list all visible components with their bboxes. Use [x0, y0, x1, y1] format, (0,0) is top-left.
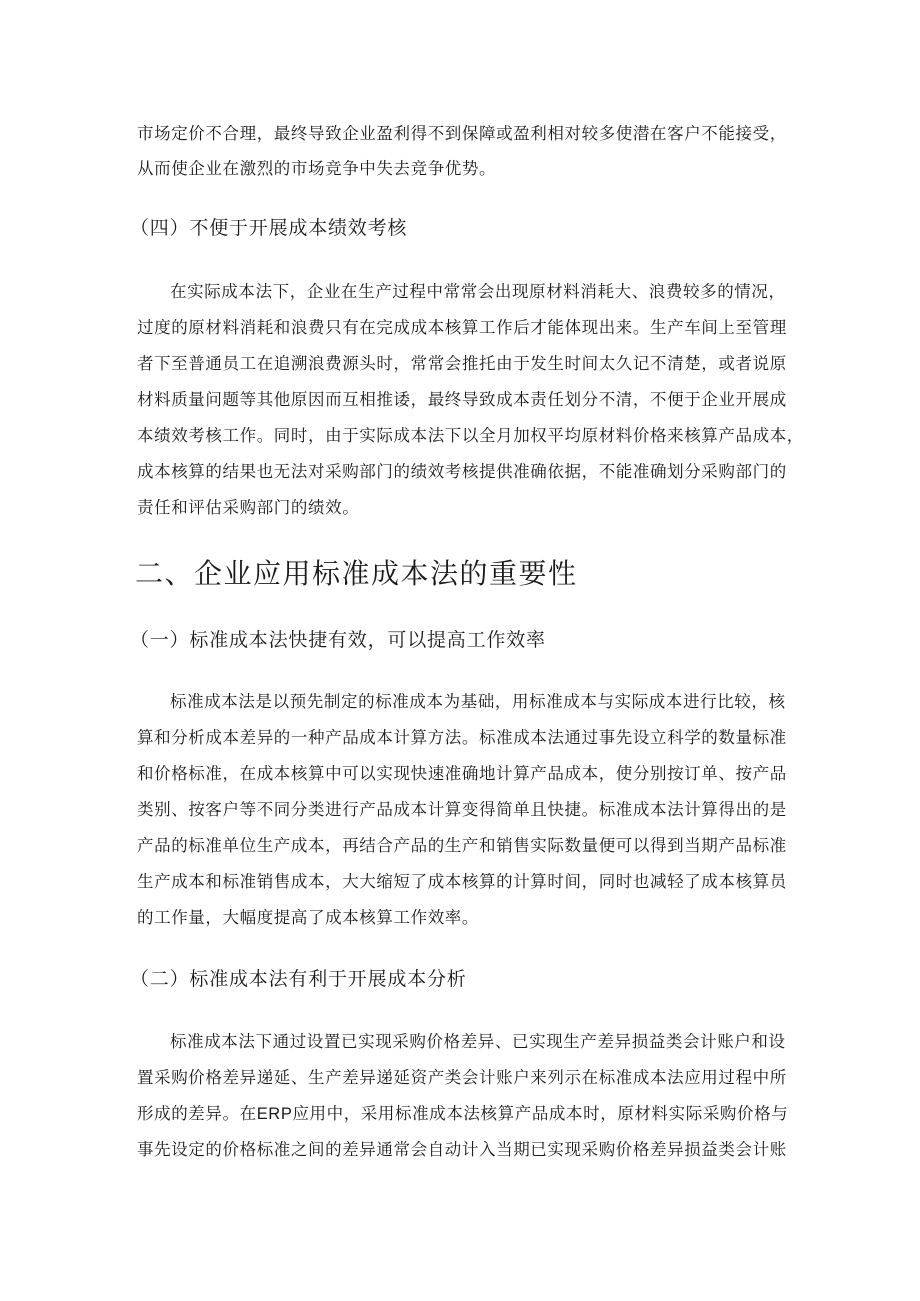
paragraph-line: 过度的原材料消耗和浪费只有在完成成本核算工作后才能体现出来。生产车间上至管理 — [137, 318, 787, 337]
paragraph-line: 置采购价格差异递延、生产差异递延资产类会计账户来列示在标准成本法应用过程中所 — [137, 1068, 787, 1087]
subsection-heading: （一）标准成本法快捷有效，可以提高工作效率 — [130, 629, 546, 651]
paragraph-line: 产品的标准单位生产成本，再结合产品的生产和销售实际数量便可以得到当期产品标准 — [137, 836, 787, 855]
paragraph-line: 者下至普通员工在追溯浪费源头时，常常会推托由于发生时间太久记不清楚，或者说原 — [137, 354, 787, 373]
paragraph-line: 事先设定的价格标准之间的差异通常会自动计入当期已实现采购价格差异损益类会计账 — [137, 1140, 787, 1159]
paragraph-line: 的工作量，大幅度提高了成本核算工作效率。 — [137, 908, 479, 927]
subsection-heading: （四）不便于开展成本绩效考核 — [130, 217, 408, 239]
paragraph-line: 和价格标准，在成本核算中可以实现快速准确地计算产品成本，使分别按订单、按产品 — [137, 764, 787, 783]
paragraph-line: 生产成本和标准销售成本，大大缩短了成本核算的计算时间，同时也减轻了成本核算员 — [137, 872, 787, 891]
subsection-heading: （二）标准成本法有利于开展成本分析 — [130, 968, 467, 990]
paragraph-line: 从而使企业在激烈的市场竞争中失去竞争优势。 — [137, 159, 497, 178]
paragraph-line: 本绩效考核工作。同时，由于实际成本法下以全月加权平均原材料价格来核算产品成本， — [137, 426, 804, 445]
paragraph-line: 市场定价不合理，最终导致企业盈利得不到保障或盈利相对较多使潜在客户不能接受， — [137, 124, 787, 143]
paragraph-line: 材料质量问题等其他原因而互相推诿，最终导致成本责任划分不清，不便于企业开展成 — [137, 390, 787, 409]
paragraph-line: 类别、按客户等不同分类进行产品成本计算变得简单且快捷。标准成本法计算得出的是 — [137, 800, 787, 819]
paragraph-line: 标准成本法是以预先制定的标准成本为基础，用标准成本与实际成本进行比较，核 — [170, 692, 786, 711]
text-run: 形成的差异。在 — [137, 1104, 257, 1123]
paragraph-line: 算和分析成本差异的一种产品成本计算方法。标准成本法通过事先设立科学的数量标准 — [137, 728, 787, 747]
paragraph-line: 责任和评估采购部门的绩效。 — [137, 498, 360, 517]
paragraph-line: 在实际成本法下，企业在生产过程中常常会出现原材料消耗大、浪费较多的情况， — [170, 282, 786, 301]
section-heading: 二、企业应用标准成本法的重要性 — [135, 557, 578, 590]
paragraph-line: 成本核算的结果也无法对采购部门的绩效考核提供准确依据，不能准确划分采购部门的 — [137, 462, 787, 481]
paragraph-line: 标准成本法下通过设置已实现采购价格差异、已实现生产差异损益类会计账户和设 — [170, 1032, 786, 1051]
text-run: 应用中，采用标准成本法核算产品成本时，原材料实际采购价格与 — [292, 1104, 789, 1123]
paragraph-line — [137, 1102, 788, 1126]
erp-term: ERP — [256, 1105, 293, 1123]
